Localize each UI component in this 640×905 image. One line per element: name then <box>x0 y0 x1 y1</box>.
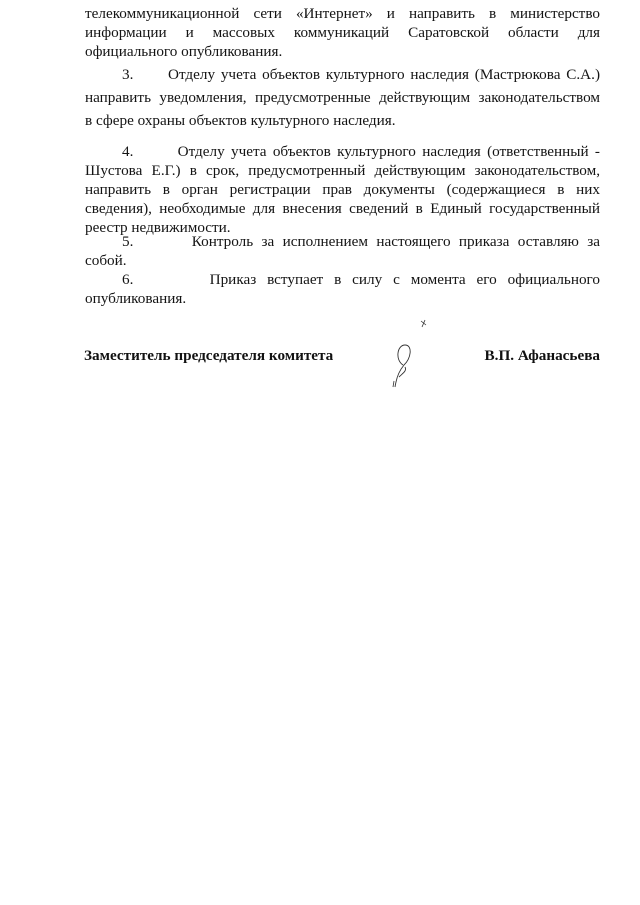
text-line: телекоммуникационной сети «Интернет» и направить в министерство <box>85 5 600 22</box>
text-line-item-5: 5. Контроль за исполнением настоящего приказа оставляю за <box>122 233 600 250</box>
text-line: Шустова Е.Г.) в срок, предусмотренный действующим законодательством, <box>85 162 600 179</box>
signatory-title: Заместитель председателя комитета <box>84 347 334 364</box>
text-line: опубликования. <box>85 290 187 307</box>
signatory-name: В.П. Афанасьева <box>484 347 600 364</box>
text-line: направить в орган регистрации прав документы (содержащиеся в них <box>85 181 600 198</box>
text-line: сведения), необходимые для внесения сведений в Единый государственный <box>85 200 600 217</box>
text-line: в сфере охраны объектов культурного наследия. <box>85 112 396 129</box>
text-line-item-4: 4. Отделу учета объектов культурного наследия (ответственный - <box>122 143 600 160</box>
text-line: направить уведомления, предусмотренные действующим законодательством <box>85 89 600 106</box>
handwritten-signature <box>385 315 435 395</box>
text-line-item-3: 3. Отделу учета объектов культурного наследия (Мастрюкова С.А.) <box>122 66 600 83</box>
text-line: реестр недвижимости. <box>85 219 231 236</box>
text-line: информации и массовых коммуникаций Саратовской области для <box>85 24 600 41</box>
text-line: собой. <box>85 252 127 269</box>
text-line: официального опубликования. <box>85 43 283 60</box>
text-line-item-6: 6. Приказ вступает в силу с момента его официального <box>122 271 600 288</box>
